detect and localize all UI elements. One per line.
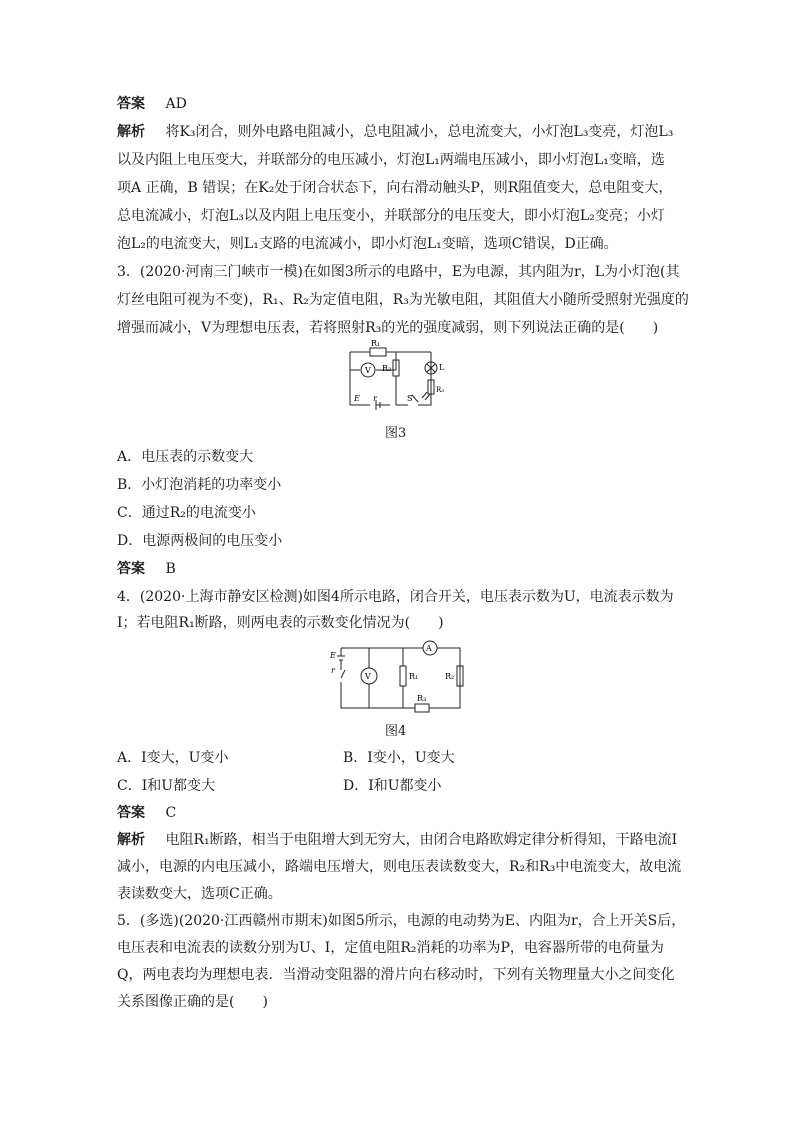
label-a: A xyxy=(426,644,432,653)
option: D．I和U都变小 xyxy=(343,778,442,794)
label-l: L xyxy=(439,363,445,372)
option: C．通过R₂的电流变小 xyxy=(117,505,256,521)
q2-analysis-line: 以及内阻上电压变大，并联部分的电压减小，灯泡L₁两端电压减小，即小灯泡L₁变暗，选 xyxy=(117,152,665,168)
label-r2: R₂ xyxy=(382,364,392,373)
q4-analysis-line: 表读数变大，选项C正确。 xyxy=(117,886,282,902)
option: A．I变大，U变小 xyxy=(117,750,229,766)
q4-stem-line: 4．(2020·上海市静安区检测)如图4所示电路，闭合开关，电压表示数为U，电流表示数为 xyxy=(117,589,674,605)
q4-stem-line: I；若电阻R₁断路，则两电表的示数变化情况为( ) xyxy=(117,615,444,631)
figure-4-caption: 图4 xyxy=(385,724,407,739)
label-e: E xyxy=(330,651,336,660)
label-r3: R₃ xyxy=(417,694,427,703)
q3-stem-line: 3．(2020·河南三门峡市一模)在如图3所示的电路中，E为电源，其内阻为r，L为小灯泡(其 xyxy=(117,264,680,280)
q4-answer-row xyxy=(117,803,176,823)
label-s: S xyxy=(407,394,413,403)
label-v: V xyxy=(365,672,371,681)
q3-answer-row xyxy=(117,559,176,579)
option: D．电源两极间的电压变小 xyxy=(117,533,283,549)
q5-stem-line: 关系图像正确的是( ) xyxy=(117,994,268,1010)
label-v: V xyxy=(365,366,371,375)
label-r: r xyxy=(373,394,377,403)
q5-stem-line: 电压表和电流表的读数分别为U、I，定值电阻R₂消耗的功率为P，电容器所带的电荷量为 xyxy=(117,940,664,956)
q2-analysis-line: 总电流减小，灯泡L₃以及内阻上电压变小，并联部分的电压变大，即小灯泡L₂变亮；小灯 xyxy=(117,208,665,224)
figure-3-caption: 图3 xyxy=(385,426,407,441)
label-r1: R₁ xyxy=(409,672,419,681)
q2-analysis-line: 解析 将K₃闭合，则外电路电阻减小，总电阻减小，总电流变大，小灯泡L₃变亮，灯泡L₃ xyxy=(117,124,674,140)
option: C．I和U都变大 xyxy=(117,778,216,794)
figure-4-circuit xyxy=(325,638,470,718)
answer-value: C xyxy=(165,805,177,821)
option: B．小灯泡消耗的功率变小 xyxy=(117,477,282,493)
q3-stem-line: 灯丝电阻可视为不变)，R₁、R₂为定值电阻，R₃为光敏电阻，其阻值大小随所受照射光强度的 xyxy=(117,292,689,308)
label-r2: R₂ xyxy=(445,672,455,681)
answer-label: 答案 xyxy=(117,805,145,821)
answer-label: 答案 xyxy=(117,561,145,577)
analysis-label: 解析 xyxy=(117,124,145,140)
label-r3: R₃ xyxy=(436,386,445,394)
option: B．I变小，U变大 xyxy=(343,750,455,766)
q4-analysis-line: 解析 电阻R₁断路，相当于电阻增大到无穷大，由闭合电路欧姆定律分析得知，干路电流I xyxy=(117,832,678,848)
analysis-label: 解析 xyxy=(117,832,145,848)
label-r: r xyxy=(331,666,335,675)
q5-stem-line: 5．(多选)(2020·江西赣州市期末)如图5所示，电源的电动势为E、内阻为r，合上开关S后， xyxy=(117,913,686,929)
figure-3-circuit xyxy=(340,340,470,412)
q2-analysis-line: 泡L₂的电流变大，则L₁支路的电流减小，即小灯泡L₁变暗，选项C错误，D正确。 xyxy=(117,236,618,252)
label-e: E xyxy=(354,394,360,403)
answer-value: B xyxy=(165,561,176,577)
q3-stem-line: 增强而减小，V为理想电压表，若将照射R₃的光的强度减弱，则下列说法正确的是( ) xyxy=(117,320,659,336)
option: A．电压表的示数变大 xyxy=(117,449,254,465)
q4-analysis-line: 减小，电源的内电压减小，路端电压增大，则电压表读数变大，R₂和R₃中电流变大，故电流 xyxy=(117,859,682,875)
q2-answer-row xyxy=(117,94,187,114)
q5-stem-line: Q，两电表均为理想电表．当滑动变阻器的滑片向右移动时，下列有关物理量大小之间变化 xyxy=(117,967,675,983)
label-r1: R₁ xyxy=(371,340,381,348)
answer-label: 答案 xyxy=(117,96,145,112)
q2-analysis-line: 项A 正确，B 错误；在K₂处于闭合状态下，向右滑动触头P，则R阻值变大，总电阻变大， xyxy=(117,180,673,196)
answer-value: AD xyxy=(165,96,187,112)
